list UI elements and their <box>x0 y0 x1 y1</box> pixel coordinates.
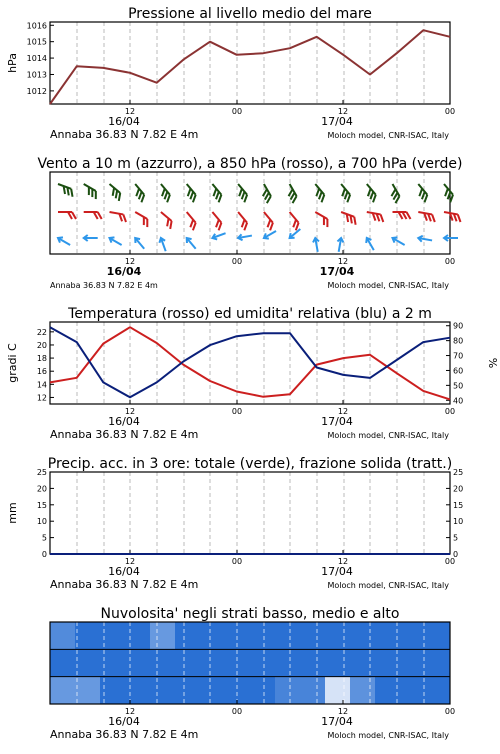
barb-shaft <box>212 212 221 223</box>
wind-barb <box>108 212 127 222</box>
wind-barb <box>238 233 253 241</box>
wind-barb <box>211 230 226 240</box>
panel-title: Precip. acc. in 3 ore: totale (verde), frazione solida (tratt.) <box>47 456 453 472</box>
x-tick-label: 00 <box>231 107 243 116</box>
series-line <box>50 30 450 104</box>
y-tick-label: 1015 <box>26 37 47 47</box>
cloud-cell <box>300 622 326 650</box>
date-label: 16/04 <box>106 265 142 278</box>
x-tick-label: 00 <box>444 407 456 416</box>
barb-shaft <box>238 212 247 223</box>
barb-shaft <box>161 212 172 221</box>
cloud-cell <box>400 649 426 677</box>
cloud-cell <box>325 649 351 677</box>
cloud-cell <box>50 677 76 705</box>
cloud-cell <box>300 649 326 677</box>
wind-barb <box>366 212 385 222</box>
y-tick-label: 12 <box>36 393 47 403</box>
date-label: 17/04 <box>321 715 353 728</box>
x-tick-label: 00 <box>231 707 243 716</box>
wind-barb <box>418 235 433 243</box>
wind-barb <box>312 212 331 227</box>
x-tick-label: 12 <box>124 107 136 116</box>
x-tick-label: 12 <box>337 707 349 716</box>
location-label: Annaba 36.83 N 7.82 E 4m <box>50 728 199 741</box>
cloud-cell <box>325 622 351 650</box>
x-tick-label: 00 <box>444 557 456 566</box>
barb-shaft <box>290 212 299 223</box>
cloud-cell <box>75 677 101 705</box>
y-tick-label: 1016 <box>26 21 47 31</box>
wind-barb <box>444 235 458 241</box>
y-tick-label-right: 50 <box>453 381 464 391</box>
cloud-cell <box>150 649 176 677</box>
wind-barb <box>417 212 436 222</box>
cloud-cell <box>75 649 101 677</box>
wind-barb <box>284 184 299 203</box>
x-tick-label: 12 <box>124 257 136 266</box>
y-tick-label: 5 <box>41 533 47 543</box>
wind-barb <box>58 212 76 219</box>
barb-feather <box>144 219 151 227</box>
series-line <box>50 327 450 397</box>
wind-barb <box>233 184 250 202</box>
y-tick-label: 1012 <box>26 86 47 96</box>
wind-barb <box>312 237 320 252</box>
x-tick-label: 00 <box>231 257 243 266</box>
barb-feather <box>98 212 102 219</box>
y-tick-label: 14 <box>36 380 47 390</box>
x-tick-label: 12 <box>337 107 349 116</box>
y-tick-label: 18 <box>36 354 47 364</box>
barb-shaft <box>264 212 273 223</box>
wind-barb <box>84 212 102 219</box>
y-tick-label-right: 0 <box>453 550 459 559</box>
plot-frame <box>50 22 450 104</box>
cloud-cell <box>125 649 151 677</box>
date-label: 17/04 <box>319 265 355 278</box>
cloud-cell <box>200 677 226 705</box>
barb-feather <box>399 212 403 219</box>
wind-barb <box>56 184 75 197</box>
credit-label: Moloch model, CNR-ISAC, Italy <box>327 131 449 140</box>
wind-barb <box>339 212 358 225</box>
y-tick-label: 15 <box>36 500 47 510</box>
date-label: 16/04 <box>108 115 140 128</box>
wind-barb <box>156 212 174 229</box>
cloud-cell <box>175 622 201 650</box>
location-label: Annaba 36.83 N 7.82 E 4m <box>50 281 158 290</box>
wind-barb <box>439 184 456 202</box>
x-tick-label: 00 <box>231 407 243 416</box>
y-tick-label: 20 <box>36 484 47 494</box>
wind-barb <box>336 184 353 202</box>
cloud-cell <box>125 622 151 650</box>
cloud-cell <box>225 649 251 677</box>
y-axis-label: hPa <box>6 53 19 73</box>
y-tick-label-right: 5 <box>453 533 459 543</box>
x-tick-label: 12 <box>337 557 349 566</box>
wind-barb <box>391 235 406 247</box>
x-tick-label: 12 <box>337 257 349 266</box>
wind-barb <box>284 212 301 230</box>
cloud-cell <box>425 622 451 650</box>
y-tick-label: 0 <box>41 550 47 559</box>
barb-shaft <box>110 212 124 214</box>
barb-feather <box>68 212 72 219</box>
cloud-cell <box>300 677 326 705</box>
cloud-cell <box>350 677 376 705</box>
wind-barb <box>443 212 462 222</box>
wind-barb <box>132 212 151 227</box>
wind-barb <box>105 184 123 201</box>
cloud-cell <box>400 622 426 650</box>
barb-feather <box>324 219 331 227</box>
y-axis-label-right: % <box>486 357 499 369</box>
cloud-cell <box>250 622 276 650</box>
y-tick-label-right: 90 <box>453 321 464 331</box>
panel-title: Pressione al livello medio del mare <box>128 6 372 22</box>
wind-barb <box>393 212 411 219</box>
cloud-cell <box>275 649 301 677</box>
cloud-cell <box>150 622 176 650</box>
x-tick-label: 12 <box>337 407 349 416</box>
credit-label: Moloch model, CNR-ISAC, Italy <box>327 581 449 590</box>
wind-barb <box>310 184 327 202</box>
y-tick-label-right: 20 <box>453 484 464 494</box>
date-label: 16/04 <box>108 565 140 578</box>
panel-title: Vento a 10 m (azzurro), a 850 hPa (rosso), a 700 hPa (verde) <box>37 156 463 172</box>
y-tick-label-right: 25 <box>453 468 464 477</box>
barb-feather <box>403 212 407 219</box>
barb-shaft <box>187 212 196 223</box>
wind-barb <box>156 184 173 202</box>
credit-label: Moloch model, CNR-ISAC, Italy <box>327 731 449 740</box>
cloud-cell <box>225 677 251 705</box>
cloud-cell <box>125 677 151 705</box>
wind-barb <box>259 212 276 230</box>
cloud-cell <box>225 622 251 650</box>
date-label: 17/04 <box>321 115 353 128</box>
wind-barb <box>133 236 147 251</box>
y-tick-label: 20 <box>36 340 47 350</box>
cloud-cell <box>200 622 226 650</box>
cloud-cell <box>200 649 226 677</box>
barb-feather <box>72 212 76 219</box>
barb-shaft <box>135 212 147 219</box>
barb-feather <box>94 212 98 219</box>
plot-frame <box>50 472 450 554</box>
cloud-cell <box>250 649 276 677</box>
y-tick-label: 22 <box>36 327 47 337</box>
barb-feather <box>69 189 75 197</box>
date-label: 17/04 <box>321 565 353 578</box>
wind-barb <box>233 212 250 230</box>
y-tick-label: 1013 <box>26 70 47 80</box>
y-tick-label-right: 10 <box>453 517 464 527</box>
barb-feather <box>352 217 358 225</box>
date-label: 16/04 <box>108 415 140 428</box>
y-tick-label: 10 <box>36 517 47 527</box>
x-tick-label: 00 <box>231 557 243 566</box>
y-tick-label: 25 <box>36 468 47 477</box>
cloud-cell <box>325 677 351 705</box>
cloud-cell <box>50 622 76 650</box>
wind-barb <box>84 235 98 241</box>
wind-barb <box>361 184 378 202</box>
wind-barb <box>80 184 99 199</box>
credit-label: Moloch model, CNR-ISAC, Italy <box>327 431 449 440</box>
cloud-cell <box>150 677 176 705</box>
cloud-cell <box>175 677 201 705</box>
wind-barb <box>57 235 72 247</box>
location-label: Annaba 36.83 N 7.82 E 4m <box>50 128 199 141</box>
wind-barb <box>108 235 123 247</box>
panel-title: Temperatura (rosso) ed umidita' relativa (blu) a 2 m <box>68 306 432 322</box>
y-tick-label: 1014 <box>26 54 47 64</box>
x-tick-label: 00 <box>444 257 456 266</box>
cloud-cell <box>50 649 76 677</box>
y-tick-label-right: 60 <box>453 366 464 376</box>
date-label: 16/04 <box>108 715 140 728</box>
location-label: Annaba 36.83 N 7.82 E 4m <box>50 578 199 591</box>
y-tick-label-right: 70 <box>453 351 464 361</box>
y-axis-label: mm <box>6 502 19 524</box>
cloud-cell <box>275 622 301 650</box>
cloud-cell <box>350 649 376 677</box>
x-tick-label: 12 <box>124 407 136 416</box>
barb-feather <box>92 191 99 199</box>
x-tick-label: 00 <box>444 707 456 716</box>
cloud-cell <box>250 677 276 705</box>
credit-label: Moloch model, CNR-ISAC, Italy <box>327 281 449 290</box>
cloud-cell <box>425 677 451 705</box>
wind-barb <box>413 184 430 202</box>
x-tick-label: 00 <box>444 107 456 116</box>
barb-feather <box>407 212 411 219</box>
y-tick-label-right: 15 <box>453 500 464 510</box>
y-tick-label-right: 80 <box>453 336 464 346</box>
cloud-cell <box>275 677 301 705</box>
date-label: 17/04 <box>321 415 353 428</box>
cloud-cell <box>175 649 201 677</box>
wind-barb <box>386 184 401 203</box>
cloud-cell <box>425 649 451 677</box>
wind-barb <box>258 184 273 203</box>
y-axis-label: gradi C <box>6 343 19 383</box>
y-tick-label-right: 40 <box>453 396 464 406</box>
x-tick-label: 12 <box>124 707 136 716</box>
wind-barb <box>184 236 198 251</box>
x-tick-label: 12 <box>124 557 136 566</box>
y-tick-label: 16 <box>36 367 47 377</box>
cloud-cell <box>350 622 376 650</box>
panel-title: Nuvolosita' negli strati basso, medio e alto <box>100 606 400 622</box>
cloud-cell <box>400 677 426 705</box>
location-label: Annaba 36.83 N 7.82 E 4m <box>50 428 199 441</box>
cloud-cell <box>75 622 101 650</box>
wind-barb <box>158 237 168 252</box>
wind-barb <box>130 184 147 202</box>
